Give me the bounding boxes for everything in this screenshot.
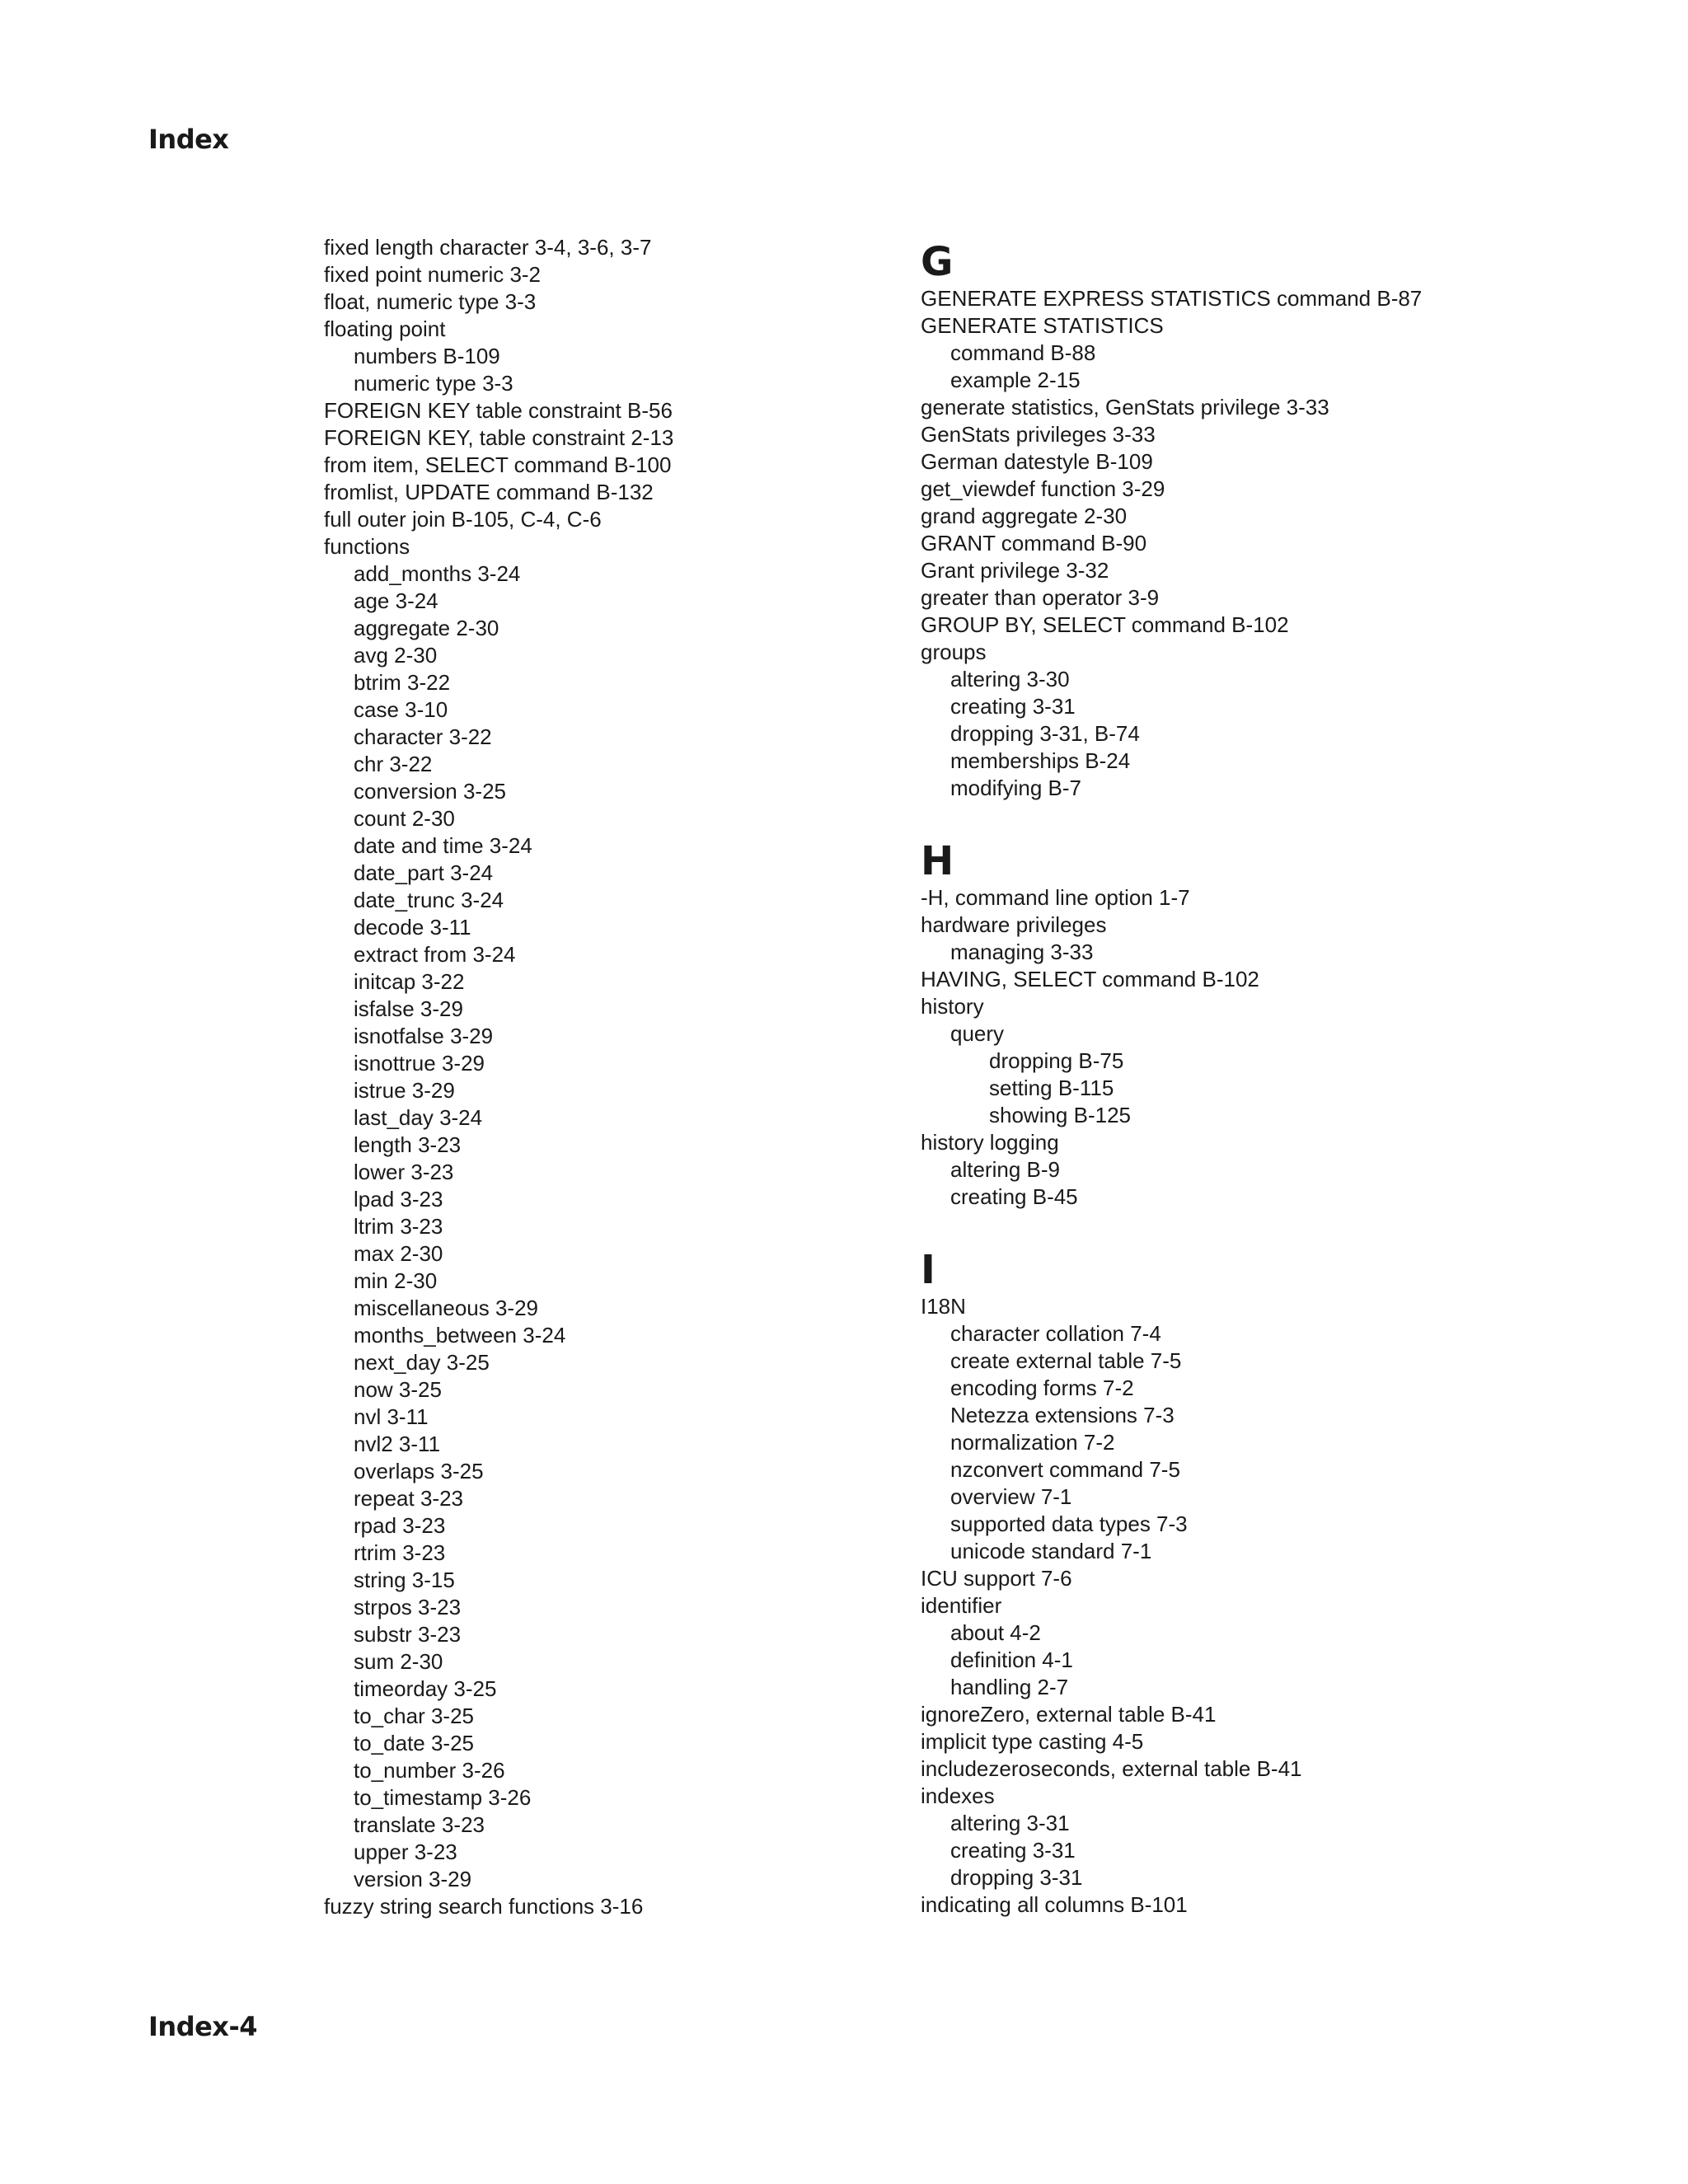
- section-letter-heading: H: [921, 838, 954, 884]
- index-entry: German datestyle B-109: [921, 449, 1153, 474]
- section-letter-heading: I: [921, 1247, 935, 1293]
- index-entry: greater than operator 3-9: [921, 585, 1160, 610]
- index-subentry: character collation 7-4: [950, 1321, 1161, 1346]
- index-subentry: altering 3-30: [950, 667, 1070, 691]
- index-entry: ICU support 7-6: [921, 1566, 1072, 1591]
- index-entry: GENERATE EXPRESS STATISTICS command B-87: [921, 286, 1423, 311]
- index-section-h: [921, 838, 1580, 1211]
- index-subentry: creating 3-31: [950, 1838, 1076, 1863]
- index-entry: GENERATE STATISTICS: [921, 313, 1164, 338]
- index-subentry: add_months 3-24: [354, 561, 521, 586]
- index-subentry: lpad 3-23: [354, 1187, 443, 1212]
- index-subentry: date_part 3-24: [354, 860, 494, 885]
- index-subentry: extract from 3-24: [354, 942, 516, 967]
- index-subentry: showing B-125: [989, 1103, 1131, 1127]
- index-subentry: memberships B-24: [950, 748, 1131, 773]
- index-subentry: version 3-29: [354, 1867, 472, 1891]
- index-entry: fixed length character 3-4, 3-6, 3-7: [324, 235, 652, 260]
- index-subentry: age 3-24: [354, 588, 438, 613]
- index-subentry: modifying B-7: [950, 776, 1081, 800]
- index-entry: floating point: [324, 316, 446, 341]
- index-entry: history: [921, 994, 984, 1019]
- index-subentry: substr 3-23: [354, 1622, 462, 1647]
- index-entry: ignoreZero, external table B-41: [921, 1702, 1217, 1727]
- index-section-g: [921, 239, 1580, 802]
- index-subentry: to_timestamp 3-26: [354, 1785, 532, 1810]
- index-subentry: overlaps 3-25: [354, 1459, 484, 1483]
- index-entry: GROUP BY, SELECT command B-102: [921, 612, 1289, 637]
- index-subentry: query: [950, 1021, 1005, 1046]
- section-letter-heading: G: [921, 239, 954, 285]
- running-head: Index: [148, 124, 229, 155]
- index-subentry: rpad 3-23: [354, 1513, 446, 1538]
- index-subentry: length 3-23: [354, 1132, 462, 1157]
- index-entry: groups: [921, 640, 987, 664]
- index-subentry: translate 3-23: [354, 1812, 485, 1837]
- index-subentry: character 3-22: [354, 724, 492, 749]
- index-subentry: setting B-115: [989, 1076, 1114, 1100]
- index-subentry: command B-88: [950, 340, 1096, 365]
- index-subentry: create external table 7-5: [950, 1348, 1182, 1373]
- index-subentry: dropping B-75: [989, 1048, 1124, 1073]
- index-subentry: decode 3-11: [354, 915, 471, 940]
- index-entry: grand aggregate 2-30: [921, 504, 1128, 528]
- index-subentry: sum 2-30: [354, 1649, 443, 1674]
- index-subentry: to_date 3-25: [354, 1731, 475, 1755]
- index-subentry: initcap 3-22: [354, 969, 465, 994]
- index-subentry: case 3-10: [354, 697, 448, 722]
- index-subentry: ltrim 3-23: [354, 1214, 443, 1239]
- index-entry: I18N: [921, 1294, 966, 1319]
- index-subentry: date and time 3-24: [354, 833, 532, 858]
- index-entry: includezeroseconds, external table B-41: [921, 1756, 1302, 1781]
- index-subentry: repeat 3-23: [354, 1486, 463, 1511]
- index-entry: indicating all columns B-101: [921, 1892, 1188, 1917]
- index-entry: get_viewdef function 3-29: [921, 476, 1165, 501]
- index-entry: FOREIGN KEY, table constraint 2-13: [324, 425, 674, 450]
- index-subentry: to_number 3-26: [354, 1758, 505, 1783]
- index-entry: float, numeric type 3-3: [324, 289, 537, 314]
- index-subentry: about 4-2: [950, 1620, 1041, 1645]
- index-subentry: example 2-15: [950, 368, 1081, 392]
- index-subentry: next_day 3-25: [354, 1350, 490, 1375]
- index-subentry: dropping 3-31, B-74: [950, 721, 1140, 746]
- index-subentry: count 2-30: [354, 806, 455, 831]
- index-subentry: miscellaneous 3-29: [354, 1296, 539, 1320]
- index-entry: fixed point numeric 3-2: [324, 262, 542, 287]
- index-entry: Grant privilege 3-32: [921, 558, 1109, 583]
- index-entry: indexes: [921, 1783, 995, 1808]
- index-subentry: creating B-45: [950, 1184, 1078, 1209]
- index-entry: fromlist, UPDATE command B-132: [324, 480, 654, 504]
- index-entry: FOREIGN KEY table constraint B-56: [324, 398, 673, 423]
- index-entry: hardware privileges: [921, 912, 1107, 937]
- index-subentry: months_between 3-24: [354, 1323, 566, 1347]
- index-subentry: avg 2-30: [354, 643, 438, 668]
- index-entry: identifier: [921, 1593, 1002, 1618]
- index-subentry: numeric type 3-3: [354, 371, 513, 396]
- index-subentry: date_trunc 3-24: [354, 888, 504, 912]
- index-column-right: [921, 234, 1580, 1919]
- index-entry: fuzzy string search functions 3-16: [324, 1894, 644, 1919]
- index-subentry: isnottrue 3-29: [354, 1051, 485, 1076]
- index-subentry: normalization 7-2: [950, 1430, 1115, 1455]
- index-subentry: overview 7-1: [950, 1484, 1072, 1509]
- index-subentry: encoding forms 7-2: [950, 1376, 1134, 1400]
- index-entry: GenStats privileges 3-33: [921, 422, 1156, 447]
- index-subentry: istrue 3-29: [354, 1078, 455, 1103]
- index-subentry: lower 3-23: [354, 1160, 454, 1184]
- index-subentry: now 3-25: [354, 1377, 442, 1402]
- index-subentry: min 2-30: [354, 1268, 438, 1293]
- index-subentry: isnotfalse 3-29: [354, 1024, 494, 1048]
- index-subentry: altering 3-31: [950, 1811, 1070, 1835]
- index-entry: HAVING, SELECT command B-102: [921, 967, 1259, 991]
- index-subentry: conversion 3-25: [354, 779, 506, 804]
- index-column-left: [324, 234, 868, 1920]
- index-entry: implicit type casting 4-5: [921, 1729, 1144, 1754]
- index-subentry: isfalse 3-29: [354, 996, 463, 1021]
- index-subentry: max 2-30: [354, 1241, 443, 1266]
- index-subentry: upper 3-23: [354, 1840, 457, 1864]
- index-subentry: unicode standard 7-1: [950, 1539, 1152, 1563]
- index-subentry: numbers B-109: [354, 344, 500, 368]
- index-subentry: nvl2 3-11: [354, 1432, 441, 1456]
- index-subentry: nzconvert command 7-5: [950, 1457, 1180, 1482]
- index-entry: history logging: [921, 1130, 1059, 1155]
- index-subentry: handling 2-7: [950, 1675, 1069, 1699]
- page-footer: Index-4: [148, 2011, 257, 2042]
- index-subentry: dropping 3-31: [950, 1865, 1083, 1890]
- index-subentry: creating 3-31: [950, 694, 1076, 719]
- index-entry: functions: [324, 534, 410, 559]
- index-subentry: supported data types 7-3: [950, 1511, 1188, 1536]
- index-subentry: string 3-15: [354, 1568, 455, 1592]
- index-subentry: last_day 3-24: [354, 1105, 483, 1130]
- index-subentry: nvl 3-11: [354, 1404, 429, 1429]
- index-entry: -H, command line option 1-7: [921, 885, 1190, 910]
- index-section-i: [921, 1247, 1580, 1919]
- index-subentry: strpos 3-23: [354, 1595, 462, 1619]
- index-subentry: definition 4-1: [950, 1647, 1073, 1672]
- index-entry: generate statistics, GenStats privilege 3-33: [921, 395, 1329, 419]
- index-subentry: rtrim 3-23: [354, 1540, 446, 1565]
- index-subentry: Netezza extensions 7-3: [950, 1403, 1175, 1427]
- index-subentry: chr 3-22: [354, 752, 433, 776]
- index-subentry: aggregate 2-30: [354, 616, 499, 640]
- index-subentry: to_char 3-25: [354, 1704, 474, 1728]
- index-subentry: timeorday 3-25: [354, 1676, 497, 1701]
- index-entry: from item, SELECT command B-100: [324, 452, 672, 477]
- index-entry: GRANT command B-90: [921, 531, 1147, 555]
- index-subentry: altering B-9: [950, 1157, 1060, 1182]
- index-subentry: managing 3-33: [950, 940, 1094, 964]
- index-entry: full outer join B-105, C-4, C-6: [324, 507, 602, 532]
- index-subentry: btrim 3-22: [354, 670, 451, 695]
